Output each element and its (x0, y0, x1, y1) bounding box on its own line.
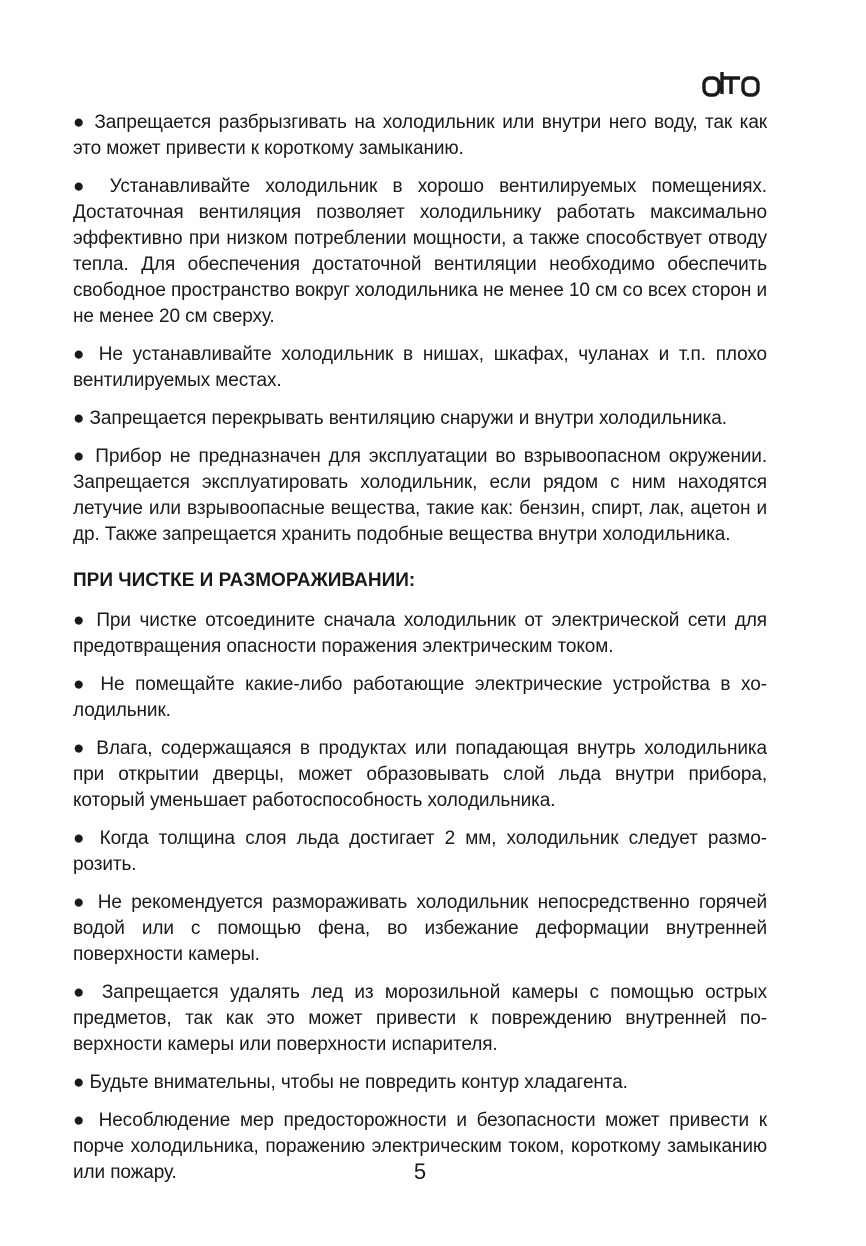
section-title-cleaning-defrosting: ПРИ ЧИСТКЕ И РАЗМОРАЖИВАНИИ: (73, 570, 416, 591)
paragraph-refrigerant-circuit: ● Будьте внимательны, чтобы не повредить контур хладагента. (73, 1072, 628, 1093)
olto-logo-icon (702, 64, 762, 98)
document-body (73, 110, 767, 1198)
paragraph-no-hot-water: ● Не рекомендуется размораживать холодильник непосредственно горячей водой или с помощью фена, во избежание деформации внутренней поверхности камеры. (73, 892, 767, 965)
paragraph-moisture-ice: ● Влага, содержащаяся в продуктах или попадающая внутрь холодильника при открытии дверцы, может образовывать слой льда внутри прибора, который уменьшает работоспособность холодильника. (73, 738, 767, 811)
page-number: 5 (413, 1159, 427, 1184)
paragraph-disconnect-power: ● При чистке отсоедините сначала холодильник от электрической сети для предотвращения опасности поражения электрическим током. (73, 610, 767, 657)
paragraph-explosive-environment: ● Прибор не предназначен для эксплуатации во взрывоопасном окружении. Запрещается эксплуатировать холодильник, если рядом с ним находятся летучие или взрывоопасные вещества, такие как: бензин, спирт, лак, ацетон и др. Также запрещается хранить подобные вещества внутри холодильника. (73, 446, 767, 545)
paragraph-ventilated-rooms: ● Устанавливайте холодильник в хорошо вентилируемых помещениях. Достаточная вентиляция позволяет холодильнику работать максимально эффективно при низком потреблении мощности, а также способствует отводу тепла. Для обеспечения достаточной вентиляции необходимо обеспечить свободное пространство вокруг холодильника не менее 10 см со всех сторон и не менее 20 см сверху. (73, 176, 767, 327)
paragraph-safety-noncompliance: ● Несоблюдение мер предосторожности и безопасности может привести к порче холодильника, поражению электрическим током, короткому замыканию или пожару. (73, 1110, 767, 1183)
paragraph-no-water-spray: ● Запрещается разбрызгивать на холодильник или внутри него воду, так как это может привести к короткому замыканию. (73, 112, 767, 159)
paragraph-no-sharp-objects: ● Запрещается удалять лед из морозильной камеры с помощью острых предметов, так как это может привести к повреждению внутренней поверхности камеры или поверхности испарителя. (73, 982, 767, 1055)
brand-logo (702, 64, 762, 98)
paragraph-no-electric-devices: ● Не помещайте какие-либо работающие электрические устройства в холодильник. (73, 674, 767, 721)
paragraph-no-blocking-ventilation: ● Запрещается перекрывать вентиляцию снаружи и внутри холодильника. (73, 408, 727, 429)
paragraph-no-niches: ● Не устанавливайте холодильник в нишах, шкафах, чуланах и т.п. плохо вентилируемых местах. (73, 344, 767, 391)
paragraph-ice-thickness: ● Когда толщина слоя льда достигает 2 мм, холодильник следует разморозить. (73, 828, 767, 875)
